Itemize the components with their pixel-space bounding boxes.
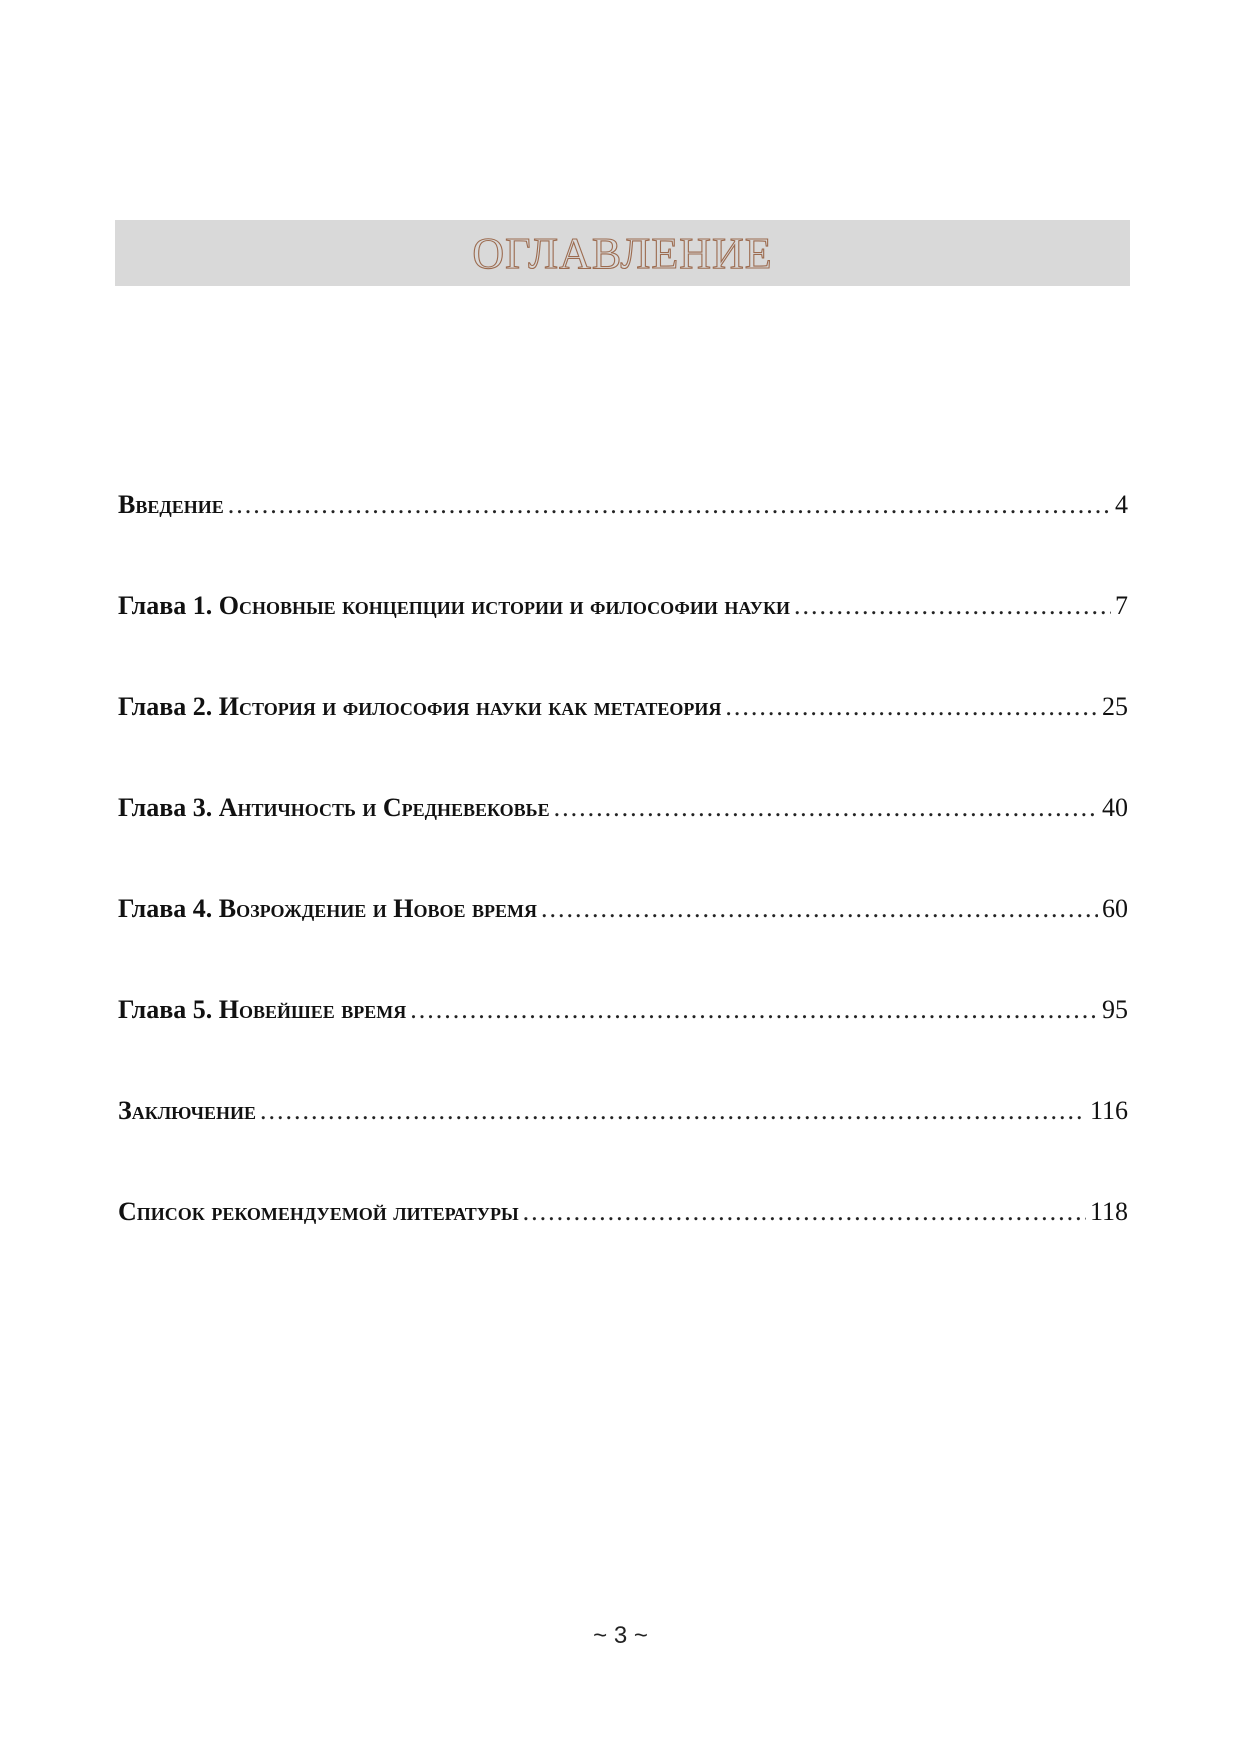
toc-page-number: 40 — [1102, 793, 1128, 822]
page-footer-number: ~ 3 ~ — [593, 1622, 648, 1649]
toc-page-number: 25 — [1102, 692, 1128, 721]
toc-page-number: 95 — [1102, 995, 1128, 1024]
table-of-contents — [118, 480, 1128, 1288]
dot-leader — [794, 591, 1111, 621]
toc-title: Основные концепции истории и философии науки — [218, 591, 791, 620]
toc-entry-label — [118, 793, 550, 823]
dot-leader — [228, 490, 1111, 520]
toc-entry-label — [118, 995, 406, 1025]
toc-entry-label — [118, 692, 721, 722]
toc-title: История и философия науки как метатеория — [218, 692, 722, 721]
toc-entry-chapter-2[interactable] — [118, 682, 1128, 783]
toc-title: Введение — [118, 490, 224, 519]
dot-leader — [523, 1197, 1086, 1227]
toc-chapter-prefix: Глава 1. — [118, 591, 219, 620]
toc-entry-chapter-1[interactable] — [118, 581, 1128, 682]
toc-title: Античность и Средневековье — [218, 793, 550, 822]
toc-page-number: 116 — [1089, 1096, 1128, 1125]
toc-entry-label — [118, 1197, 519, 1227]
toc-chapter-prefix: Глава 5. — [118, 995, 219, 1024]
toc-entry-label — [118, 591, 790, 621]
toc-page-number: 118 — [1089, 1197, 1128, 1226]
toc-title: Заключение — [118, 1096, 256, 1125]
dot-leader — [554, 793, 1098, 823]
toc-entry-chapter-5[interactable] — [118, 985, 1128, 1086]
toc-page-number: 7 — [1115, 591, 1128, 620]
title-band — [115, 220, 1130, 286]
dot-leader — [260, 1096, 1086, 1126]
toc-title: Список рекомендуемой литературы — [118, 1197, 519, 1226]
toc-entry-chapter-4[interactable] — [118, 884, 1128, 985]
toc-chapter-prefix: Глава 3. — [118, 793, 219, 822]
dot-leader — [725, 692, 1098, 722]
toc-chapter-prefix: Глава 2. — [118, 692, 219, 721]
toc-title: Возрождение и Новое время — [218, 894, 537, 923]
toc-entry-label — [118, 894, 537, 924]
toc-title: Новейшее время — [218, 995, 407, 1024]
toc-entry-chapter-3[interactable] — [118, 783, 1128, 884]
toc-entry-label — [118, 1096, 256, 1126]
toc-chapter-prefix: Глава 4. — [118, 894, 219, 923]
toc-page-number: 60 — [1102, 894, 1128, 923]
toc-entry-label — [118, 490, 224, 520]
dot-leader — [410, 995, 1098, 1025]
dot-leader — [541, 894, 1098, 924]
page-title: ОГЛАВЛЕНИЕ — [472, 229, 773, 278]
toc-entry-references[interactable] — [118, 1187, 1128, 1288]
toc-entry-conclusion[interactable] — [118, 1086, 1128, 1187]
toc-entry-introduction[interactable] — [118, 480, 1128, 581]
toc-page-number: 4 — [1115, 490, 1128, 519]
